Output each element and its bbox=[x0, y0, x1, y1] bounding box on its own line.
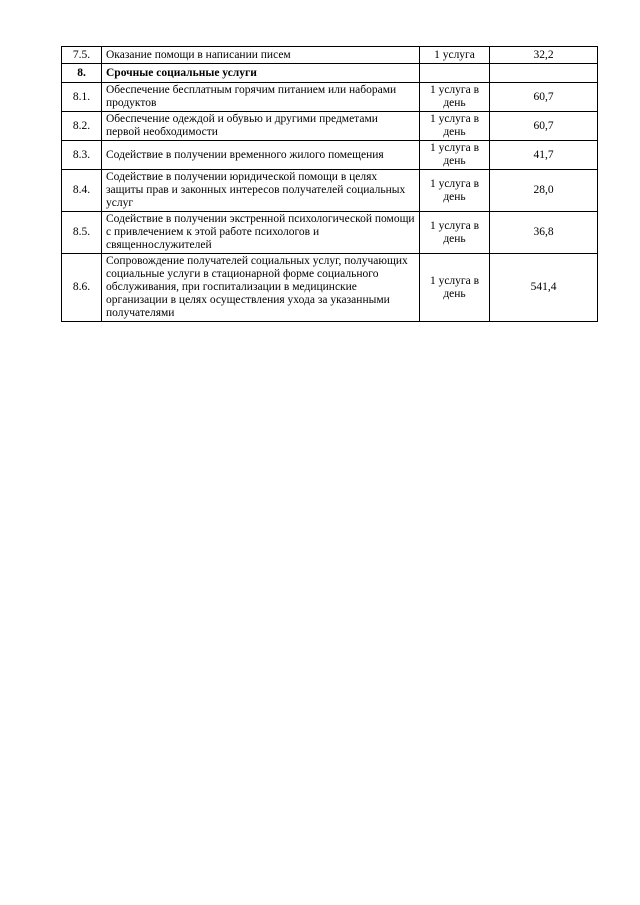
service-name: Содействие в получении временного жилого помещения bbox=[102, 141, 420, 170]
service-unit: 1 услуга в день bbox=[420, 254, 490, 322]
service-tariff: 41,7 bbox=[490, 141, 598, 170]
table-row bbox=[62, 47, 598, 64]
service-unit: 1 услуга в день bbox=[420, 141, 490, 170]
table-row bbox=[62, 83, 598, 112]
table-row bbox=[62, 170, 598, 212]
service-tariff: 28,0 bbox=[490, 170, 598, 212]
services-tariff-table bbox=[61, 46, 598, 322]
row-number: 7.5. bbox=[62, 47, 102, 64]
service-tariff: 32,2 bbox=[490, 47, 598, 64]
section-number: 8. bbox=[62, 64, 102, 83]
service-name: Содействие в получении юридической помощи в целях защиты прав и законных интересов получателей социальных услуг bbox=[102, 170, 420, 212]
service-unit: 1 услуга в день bbox=[420, 170, 490, 212]
table-row bbox=[62, 112, 598, 141]
row-number: 8.2. bbox=[62, 112, 102, 141]
row-number: 8.3. bbox=[62, 141, 102, 170]
service-unit: 1 услуга в день bbox=[420, 212, 490, 254]
service-name: Содействие в получении экстренной психологической помощи с привлечением к этой работе психологов и священнослужителей bbox=[102, 212, 420, 254]
table-row bbox=[62, 141, 598, 170]
service-name: Сопровождение получателей социальных услуг, получающих социальные услуги в стационарной форме социального обслуживания, при госпитализации в медицинские организации в целях осуществления ухода за указанными получателями bbox=[102, 254, 420, 322]
service-tariff: 541,4 bbox=[490, 254, 598, 322]
service-name: Обеспечение бесплатным горячим питанием или наборами продуктов bbox=[102, 83, 420, 112]
service-tariff: 60,7 bbox=[490, 112, 598, 141]
service-tariff bbox=[490, 64, 598, 83]
table-row bbox=[62, 254, 598, 322]
section-header-row bbox=[62, 64, 598, 83]
service-unit: 1 услуга bbox=[420, 47, 490, 64]
service-unit bbox=[420, 64, 490, 83]
service-unit: 1 услуга в день bbox=[420, 112, 490, 141]
row-number: 8.6. bbox=[62, 254, 102, 322]
service-name: Оказание помощи в написании писем bbox=[102, 47, 420, 64]
row-number: 8.5. bbox=[62, 212, 102, 254]
row-number: 8.4. bbox=[62, 170, 102, 212]
service-name: Обеспечение одеждой и обувью и другими предметами первой необходимости bbox=[102, 112, 420, 141]
service-tariff: 36,8 bbox=[490, 212, 598, 254]
section-title: Срочные социальные услуги bbox=[102, 64, 420, 83]
table-row bbox=[62, 212, 598, 254]
service-unit: 1 услуга в день bbox=[420, 83, 490, 112]
row-number: 8.1. bbox=[62, 83, 102, 112]
service-tariff: 60,7 bbox=[490, 83, 598, 112]
